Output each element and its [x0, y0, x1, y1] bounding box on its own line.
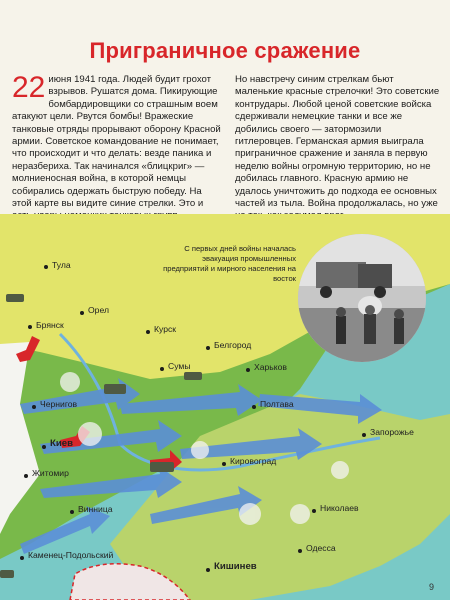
city-dot — [252, 405, 256, 409]
city-label-kamenets-podolsky: Каменец-Подольский — [28, 550, 114, 560]
city-label-vinnitsa: Винница — [78, 504, 113, 514]
evacuation-photo-illustration — [298, 234, 426, 362]
city-label-kishinev: Кишинев — [214, 561, 257, 572]
left-column — [12, 71, 224, 223]
page-number: 9 — [428, 582, 434, 592]
dropcap-date: 22 — [12, 71, 46, 104]
city-dot — [298, 549, 302, 553]
city-label-bryansk: Брянск — [36, 320, 64, 330]
city-dot — [32, 405, 36, 409]
city-label-poltava: Полтава — [260, 399, 294, 409]
city-dot — [362, 433, 366, 437]
city-dot — [44, 265, 48, 269]
city-label-kursk: Курск — [154, 324, 177, 334]
city-label-zhitomir: Житомир — [32, 468, 69, 478]
city-label-zaporozhye: Запорожье — [370, 427, 414, 437]
city-label-kiev: Киев — [50, 438, 73, 449]
city-dot — [20, 556, 24, 560]
city-dot — [246, 368, 250, 372]
city-dot — [70, 510, 74, 514]
city-dot — [24, 474, 28, 478]
city-label-chernigov: Чернигов — [40, 399, 78, 409]
page-title: Приграничное сражение — [89, 38, 361, 63]
city-dot — [222, 462, 226, 466]
city-dot — [28, 325, 32, 329]
city-dot — [160, 367, 164, 371]
city-label-tula: Тула — [52, 260, 71, 270]
photo-caption: С первых дней войны началась эвакуация промышленных предприятий и мирного населения на восток — [163, 244, 296, 283]
left-column-text: июня 1941 года. Людей будит грохот взрывов. Рушатся дома. Пикирующие бомбардировщики со страшным воем атакуют цели. Рвутся бомбы! Вражеские танковые отряды прорывают оборону Красной армии. Советское командование не понимает, что происходит и что делать: везде паника и неразбериха. Так начинался «блицкриг» — молниеносная война, в которой немцы собирались одержать быструю победу. На этой карте вы видите синие стрелки. Это и — [12, 74, 221, 210]
evacuation-photo — [298, 234, 426, 362]
city-label-odessa: Одесса — [306, 543, 336, 553]
city-label-orel: Орел — [88, 305, 109, 315]
city-label-kharkov: Харьков — [254, 362, 287, 372]
city-label-nikolaev: Николаев — [320, 503, 359, 513]
city-dot — [146, 330, 150, 334]
right-column: Но навстречу синим стрелкам бьют маленькие красные стрелочки! Это советские контрудары. Любой ценой советские войска сдерживали немецкие танки и все же добились своего — затормозили гитлеровцев. Германская армия выиграла приграничное сражение и заняла в первую неделю войны огромную территорию, но не добилась главного. Красную армию не удалось уничтожить до подхода ее основных частей из тыла. Война продолжалась, но уже — [235, 74, 440, 210]
city-dot — [80, 311, 84, 315]
city-label-sumy: Сумы — [168, 361, 191, 371]
city-label-belgorod: Белгород — [214, 340, 252, 350]
city-dot — [312, 509, 316, 513]
city-dot — [42, 445, 46, 449]
city-dot — [206, 346, 210, 350]
city-dot — [206, 568, 210, 572]
city-label-kirovograd: Кировоград — [230, 456, 277, 466]
